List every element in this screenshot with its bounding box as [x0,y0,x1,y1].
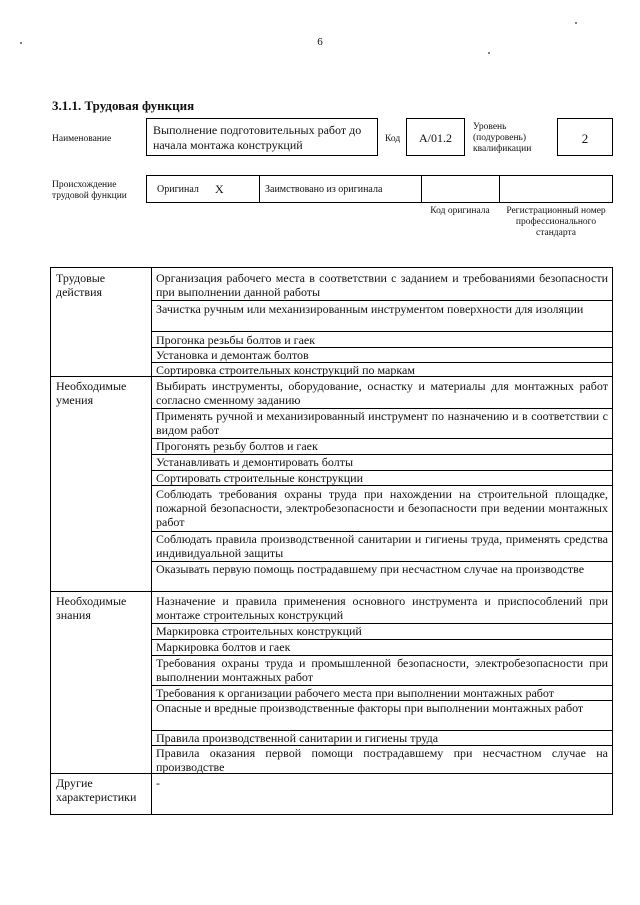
knowledge-item: Правила оказания первой помощи пострадавшему при несчастном случае на производстве [156,746,608,774]
scan-speck [488,52,490,54]
level-value-box [557,118,613,156]
level-value: 2 [581,131,589,146]
group-divider [51,591,612,592]
name-value-box [146,118,378,156]
skill-item: Соблюдать требования охраны труда при нахождении на строительной площадке, пожарной безопасности, электробезопасности и безопасности при ведении монтажных работ [156,487,608,529]
row-divider [152,300,612,301]
origin-label: Происхождение трудовой функции [52,180,127,201]
knowledge-item: Маркировка болтов и гаек [156,640,291,654]
group-label-knowledge: Необходимые знания [56,594,127,622]
code-value-box [406,118,465,156]
section-title: 3.1.1. Трудовая функция [52,98,195,113]
borrowed-cell [259,176,422,202]
row-divider [152,331,612,332]
knowledge-item: Назначение и правила применения основного инструмента и приспособлений при монтаже строительных конструкций [156,594,608,622]
action-item: Установка и демонтаж болтов [156,348,309,362]
action-item: Прогонка резьбы болтов и гаек [156,333,316,347]
knowledge-item: Правила производственной санитарии и гигиены труда [156,731,439,745]
code-orig-label: Код оригинала [430,206,490,216]
level-label: Уровень (подуровень) квалификации [473,122,532,154]
code-label: Код [385,134,401,144]
skill-item: Прогонять резьбу болтов и гаек [156,439,318,453]
page-number: 6 [317,36,323,48]
knowledge-item: Требования охраны труда и промышленной безопасности, электробезопасности при выполнении монтажных работ [156,656,608,684]
action-item: Организация рабочего места в соответствии с заданием и требованиями безопасности при выполнении данной работы [156,271,608,299]
name-value: Выполнение подготовительных работ до начала монтажа конструкций [153,123,362,152]
labor-function-table [50,267,613,815]
knowledge-item: Требования к организации рабочего места при выполнении монтажных работ [156,686,554,700]
knowledge-item: Опасные и вредные производственные факторы при выполнении монтажных работ [156,701,584,715]
group-label-actions: Трудовые действия [56,271,106,299]
reg-number-label: Регистрационный номер профессионального стандарта [506,206,606,238]
skill-item: Сортировать строительные конструкции [156,471,364,485]
origin-box [146,175,613,203]
group-label-skills: Необходимые умения [56,379,127,407]
knowledge-item: Маркировка строительных конструкций [156,624,362,638]
action-item: Сортировка строительных конструкций по маркам [156,363,415,377]
borrowed-label: Заимствовано из оригинала [265,184,383,195]
skill-item: Устанавливать и демонтировать болты [156,455,354,469]
code-value: А/01.2 [419,131,452,145]
action-item: Зачистка ручным или механизированным инструментом поверхности для изоляции [156,302,584,316]
skill-item: Применять ручной и механизированный инструмент по назначению и в соответствии с видом работ [156,409,608,437]
skill-item: Оказывать первую помощь пострадавшему при несчастном случае на производстве [156,562,585,576]
row-divider [152,485,612,486]
code-orig-cell [421,176,500,202]
scan-speck [575,22,577,24]
skill-item: Соблюдать правила производственной санитарии и гигиены труда, применять средства индивидуальной защиты [156,532,608,560]
column-divider [151,268,152,814]
skill-item: Выбирать инструменты, оборудование, оснастку и материалы для монтажных работ согласно сменному заданию [156,379,608,407]
original-mark: Х [215,182,224,196]
original-label: Оригинал [157,184,199,195]
name-label: Наименование [52,134,112,144]
group-label-other: Другие характеристики [56,776,137,804]
other-item: - [156,776,160,790]
original-cell [147,176,260,202]
